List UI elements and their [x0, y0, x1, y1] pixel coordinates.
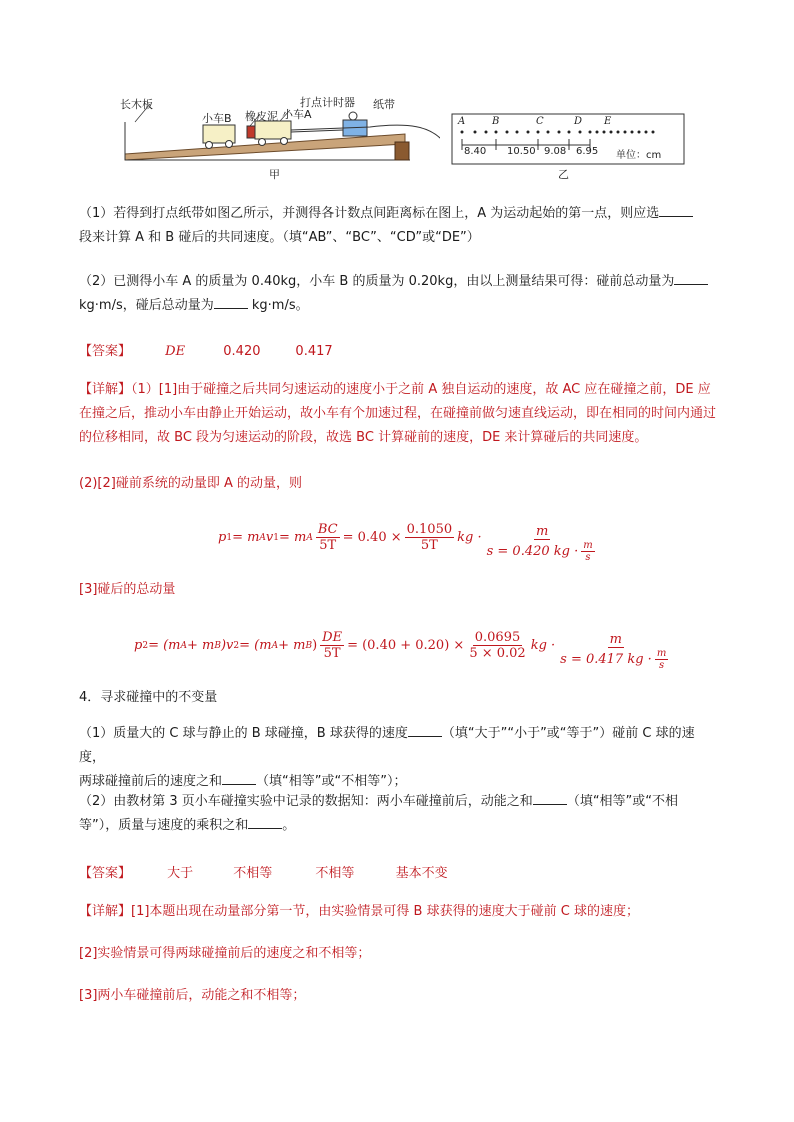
tape-point-a: A	[458, 116, 466, 127]
s4-q2-text-b: （填“相等”或“不相	[566, 794, 679, 809]
tape-point-e: E	[604, 116, 612, 127]
detail-1-text: 【详解】（1）[1]由于碰撞之后共同匀速运动的速度小于之前 A 独自运动的速度，故 AC 应在碰撞之前，DE 应在撞之后，推动小车由静止开始运动，故小车有个加速过程，在碰撞前做匀速直线运动，即在相同的时间内通过的位移相同，故 BC 段为匀速运动的阶段，故选 BC 计算碰前的速度，DE 来计算碰后的共同速度。	[79, 382, 717, 445]
tape-point-b: B	[492, 116, 500, 127]
answer-value: DE	[165, 344, 186, 359]
tape-distance-bc: 10.50	[507, 146, 536, 157]
answer-value: 不相等	[233, 866, 273, 881]
answer-label: 【答案】	[79, 344, 132, 359]
q1-text-b: 段来计算 A 和 B 碰后的共同速度。（填“AB”、“BC”、“CD”或“DE”）	[79, 230, 480, 245]
fraction: $\frac{0.1050}{5T}$	[406, 522, 453, 553]
momentum-before-formula	[218, 512, 603, 563]
tape-point-d: D	[574, 116, 583, 127]
s4-q1-text-d: （填“相等”或“不相等”）；	[256, 774, 407, 789]
tape-distance-cd: 9.08	[544, 146, 567, 157]
detail-2-line-1: 【详解】[1]本题出现在动量部分第一节，由实验情景可得 B 球获得的速度大于碰前 C 球的速度；	[79, 904, 639, 919]
formula-text: = m	[232, 530, 260, 545]
answer-label: 【答案】	[79, 866, 132, 881]
s4-q2-text-d: 。	[282, 818, 296, 833]
tape-distance-ab: 8.40	[464, 146, 487, 157]
formula-symbol: p	[218, 530, 227, 545]
formula-subscript: A	[259, 532, 266, 543]
section-4-question-1	[79, 722, 719, 794]
formula-text: kg ·	[457, 530, 482, 545]
s4-q1-text-c: 两球碰撞前后的速度之和	[79, 774, 223, 789]
detail-1-part-2-text: (2)[2]碰前系统的动量即 A 的动量，则	[79, 476, 302, 491]
section-4-heading: 4．寻求碰撞中的不变量	[79, 690, 218, 705]
momentum-after-formula	[134, 620, 676, 671]
s4-q2-text-c: 等”），质量与速度的乘积之和	[79, 818, 249, 833]
formula-text: )v	[220, 638, 234, 653]
formula-subscript: A	[180, 640, 187, 651]
formula-subscript: B	[305, 640, 313, 651]
question-1-part-1	[79, 202, 719, 250]
answer-blank	[222, 770, 256, 785]
cart-b-label: 小车B	[202, 112, 232, 125]
fraction: $\frac{BC}{5T}$	[317, 522, 338, 553]
formula-subscript: A	[271, 640, 279, 651]
board-label: 长木板	[120, 98, 153, 111]
putty-label: 橡皮泥	[245, 110, 278, 123]
answer-value: 基本不变	[395, 866, 448, 881]
fraction: m s = 0.417 kg · $\frac{m}{s}$	[560, 632, 667, 671]
detail-2-line-2: [2]实验情景可得两球碰撞前后的速度之和不相等；	[79, 946, 371, 961]
detail-1-part-3	[79, 578, 719, 602]
formula-subscript: 2	[233, 640, 240, 651]
formula-text: = (m	[239, 638, 272, 653]
q1-part2-text-b: kg·m/s，碰后总动量为	[79, 298, 214, 313]
formula-subscript: 2	[142, 640, 149, 651]
formula-text: )	[312, 638, 318, 653]
detail-1	[79, 378, 719, 450]
tape-label: 纸带	[373, 98, 395, 111]
formula-subscript: 1	[226, 532, 233, 543]
answer-value: 0.417	[295, 344, 333, 359]
s4-q1-text-b: （填“大于”“小于”或“等于”）碰前 C 球的速度，	[79, 726, 695, 765]
formula-subscript: B	[214, 640, 221, 651]
s4-q2-text-a: （2）由教材第 3 页小车碰撞实验中记录的数据知：两小车碰撞前后，动能之和	[79, 794, 533, 809]
formula-text: + m	[278, 638, 306, 653]
detail-1-part-3-text: [3]碰后的总动量	[79, 582, 176, 597]
answer-blank	[408, 722, 442, 737]
answer-blank	[214, 294, 248, 309]
question-1-part-2	[79, 270, 719, 318]
formula-symbol: p	[134, 638, 143, 653]
detail-1-part-2	[79, 472, 719, 496]
formula-text: = (m	[148, 638, 181, 653]
detail-2-line-3: [3]两小车碰撞前后，动能之和不相等；	[79, 988, 306, 1003]
formula-text: = 0.40 ×	[342, 530, 402, 545]
answer-value: 0.420	[223, 344, 261, 359]
fraction: $\frac{0.0695}{5 \times 0.02}$	[469, 630, 526, 661]
answer-1-row	[79, 340, 333, 359]
figure-a-caption: 甲	[269, 168, 280, 181]
formula-text: = (0.40 + 0.20) ×	[347, 638, 465, 653]
timer-label: 打点计时器	[300, 96, 355, 109]
q1-text-a: （1）若得到打点纸带如图乙所示，并测得各计数点间距离标在图上，A 为运动起始的第一点，则应选	[79, 206, 660, 221]
cart-a-label: 小车A	[282, 108, 312, 121]
fraction: $\frac{DE}{5T}$	[322, 630, 343, 661]
section-4-question-2	[79, 790, 719, 838]
answer-blank	[248, 814, 282, 829]
formula-subscript: 1	[273, 532, 280, 543]
formula-text: = m	[279, 530, 307, 545]
q1-part2-text-a: （2）已测得小车 A 的质量为 0.40kg，小车 B 的质量为 0.20kg，由以上测量结果可得：碰前总动量为	[79, 274, 675, 289]
answer-blank	[674, 270, 708, 285]
tape-unit: 单位：cm	[616, 150, 662, 161]
tape-distance-de: 6.95	[576, 146, 599, 157]
q1-part2-text-c: kg·m/s。	[251, 298, 309, 313]
answer-blank	[659, 202, 693, 217]
tape-diagram	[450, 112, 690, 172]
fraction: m s = 0.420 kg · $\frac{m}{s}$	[486, 524, 593, 563]
answer-2-row	[79, 862, 448, 881]
experiment-figure	[110, 92, 690, 184]
formula-symbol: v	[265, 530, 274, 545]
formula-subscript: A	[306, 532, 313, 543]
figure-b-caption: 乙	[558, 168, 569, 181]
formula-text: kg ·	[530, 638, 556, 653]
formula-text: + m	[187, 638, 215, 653]
answer-value: 不相等	[315, 866, 355, 881]
answer-blank	[533, 790, 567, 805]
tape-point-c: C	[536, 116, 544, 127]
s4-q1-text-a: （1）质量大的 C 球与静止的 B 球碰撞，B 球获得的速度	[79, 726, 408, 741]
answer-value: 大于	[167, 866, 194, 881]
